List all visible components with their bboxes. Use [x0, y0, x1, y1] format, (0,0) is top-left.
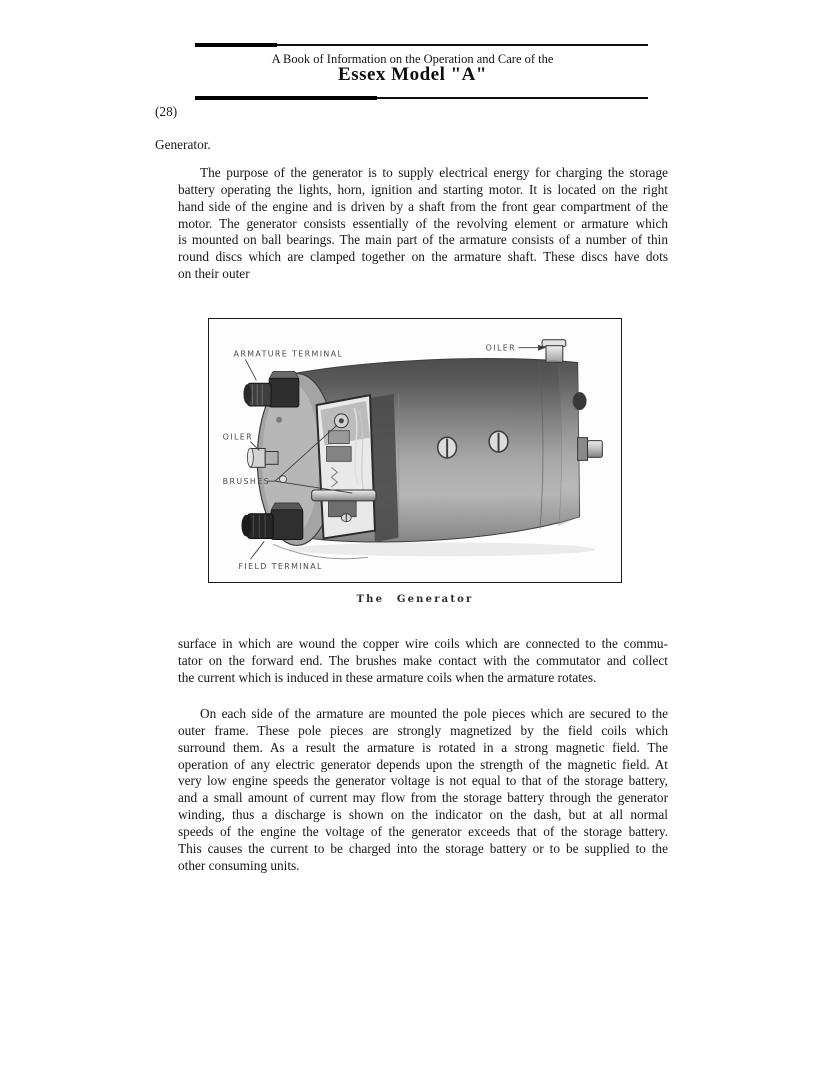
paragraph-3	[178, 706, 668, 874]
text-line: round discs which are clamped together on the armature shaft. These discs have dots	[178, 249, 668, 265]
text-line: surface in which are wound the copper wire coils which are connected to the commu-	[178, 636, 668, 651]
text-line: hand side of the engine and is driven by a shaft from the front gear compartment of the	[178, 198, 668, 214]
text-line: outer frame. These pole pieces are strongly magnetized by the field coils which	[178, 722, 668, 738]
oiler-cap-top	[542, 340, 566, 367]
rule-line-thick	[195, 43, 277, 47]
text-line: speeds of the engine the voltage of the generator exceeds that of the storage battery.	[178, 823, 668, 839]
rule-line-thick	[195, 96, 377, 100]
label-oiler-left: OILER	[222, 432, 254, 442]
paragraph-1	[178, 165, 668, 283]
text-line: and a small amount of current may flow from the storage battery through the generator	[178, 790, 668, 806]
label-armature-terminal: ARMATURE TERMINAL	[233, 349, 344, 359]
text-line: surround them. As a result the armature is rotated in a strong magnetic field. The	[178, 739, 668, 755]
text-line: other consuming units.	[178, 857, 300, 873]
label-oiler-top: OILER	[485, 343, 517, 353]
pole-screw-right	[489, 431, 508, 452]
section-heading: Generator.	[155, 137, 211, 152]
frame-knob	[573, 392, 587, 410]
brush-opening	[317, 395, 375, 538]
photo-shadow	[289, 542, 595, 556]
armature-terminal-part	[243, 371, 298, 407]
drive-shaft	[578, 438, 603, 461]
text-line: on their outer	[178, 266, 250, 282]
generator-photo	[209, 319, 620, 581]
label-brushes: BRUSHES	[222, 477, 270, 487]
header-rule-top	[195, 43, 648, 48]
page-number: (28)	[155, 104, 178, 119]
text-line: This causes the current to be charged into the storage battery or to be supplied to the	[178, 840, 668, 856]
generator-figure	[208, 318, 622, 583]
figure-caption: The Generator	[356, 594, 474, 605]
header-rule-bottom	[195, 96, 648, 101]
pole-screw-left	[438, 437, 457, 458]
text-line: is mounted on ball bearings. The main part of the armature consists of a number of thin	[178, 232, 668, 248]
page-title: Essex Model "A"	[338, 64, 487, 85]
field-terminal-part	[241, 503, 302, 540]
text-line: On each side of the armature are mounted the pole pieces which are secured to the	[200, 706, 668, 721]
text-line: operation of any electric generator depends upon the strength of the magnetic field. At	[178, 756, 668, 772]
text-line: motor. The generator consists essentially of the revolving element or armature which	[178, 215, 668, 231]
text-line: very low engine speeds the generator voltage is not equal to that of the storage battery,	[178, 773, 668, 789]
text-line: The purpose of the generator is to supply electrical energy for charging the storage	[200, 165, 668, 180]
text-line: battery operating the lights, horn, ignition and starting motor. It is located on the right	[178, 181, 668, 197]
text-line: tator on the forward end. The brushes make contact with the commutator and collect	[178, 652, 668, 668]
text-line: winding, thus a discharge is shown on the indicator on the dash, but at all normal	[178, 807, 668, 823]
header-subtitle: A Book of Information on the Operation and Care of the	[271, 52, 554, 66]
text-line: the current which is induced in these armature coils when the armature rotates.	[178, 669, 597, 685]
label-field-terminal: FIELD TERMINAL	[238, 562, 323, 572]
paragraph-2	[178, 636, 668, 687]
